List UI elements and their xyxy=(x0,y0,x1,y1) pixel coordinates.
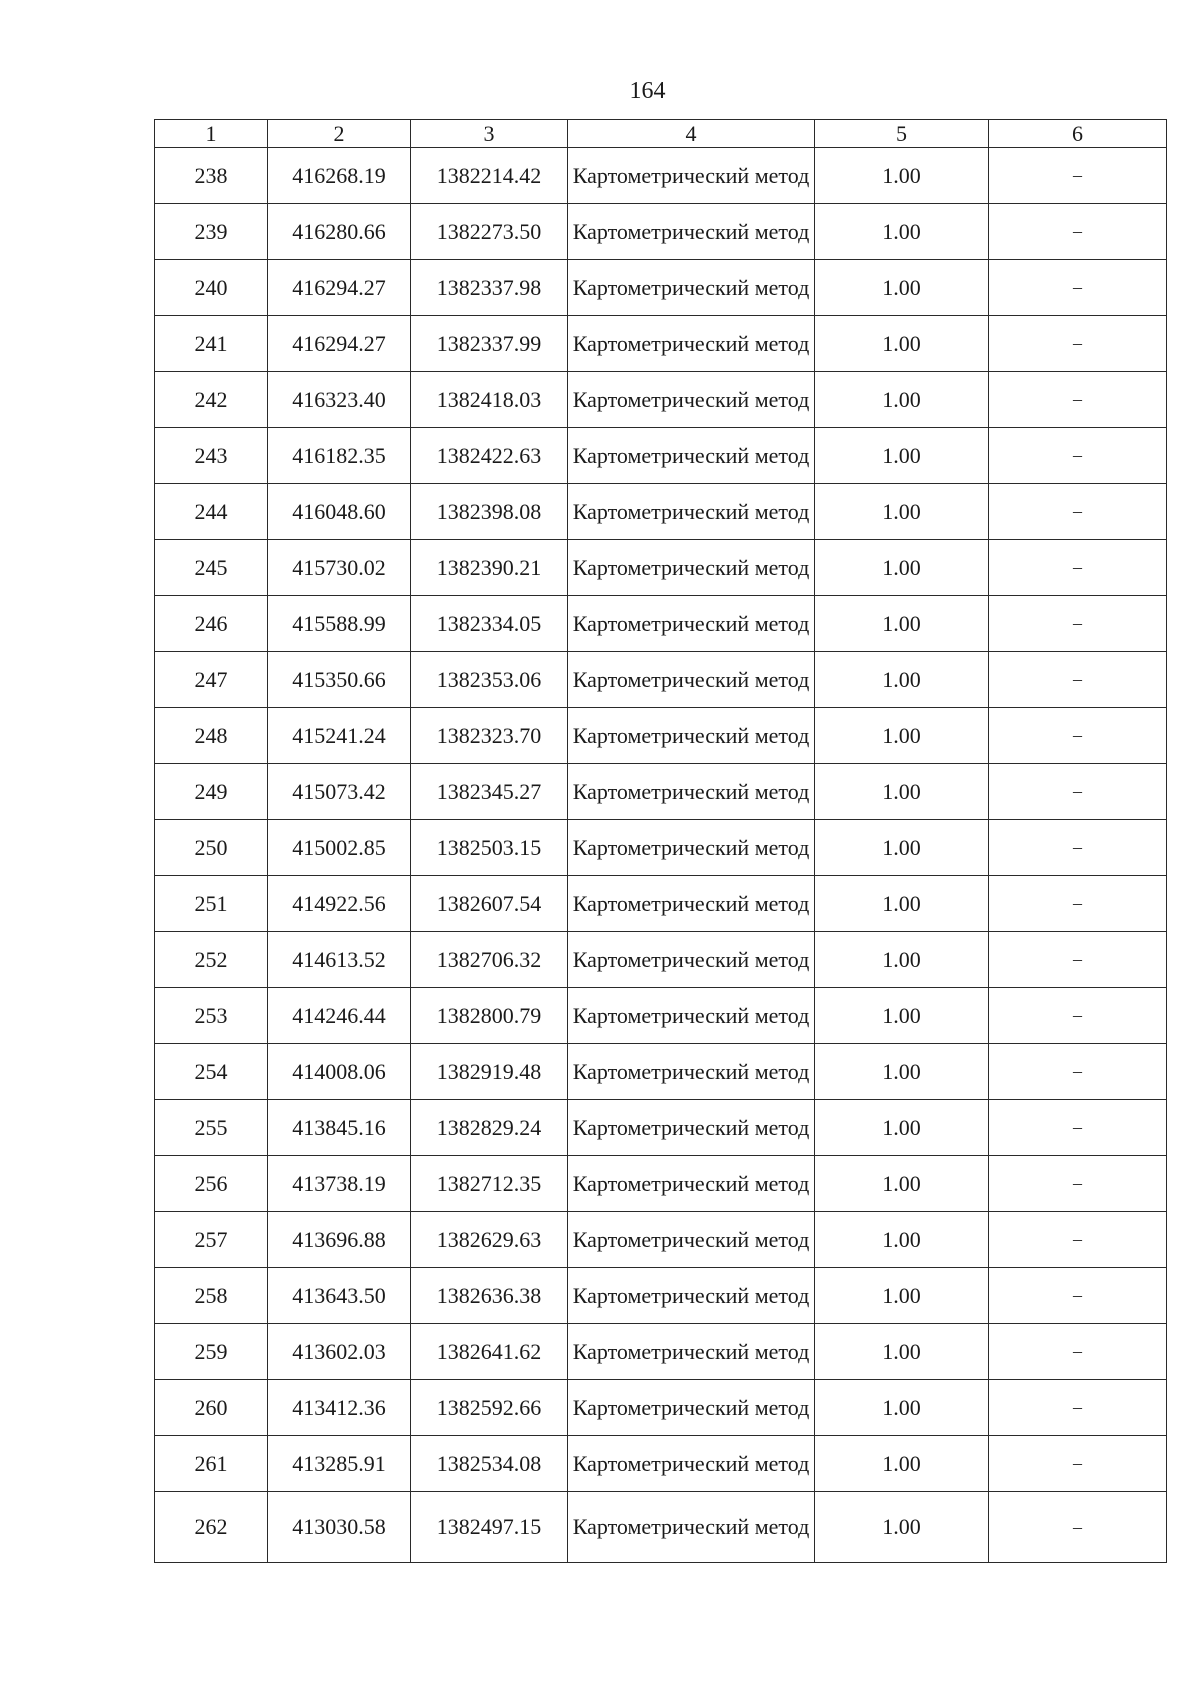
point-number-cell: 240 xyxy=(155,260,268,316)
method-cell: Картометрический метод xyxy=(568,540,815,596)
y-coordinate-cell: 1382497.15 xyxy=(411,1492,568,1563)
note-cell: – xyxy=(989,484,1167,540)
x-coordinate-cell: 413412.36 xyxy=(268,1380,411,1436)
point-number-cell: 242 xyxy=(155,372,268,428)
table-row xyxy=(155,1268,1167,1324)
note-cell: – xyxy=(989,316,1167,372)
table-row xyxy=(155,708,1167,764)
y-coordinate-cell: 1382334.05 xyxy=(411,596,568,652)
y-coordinate-cell: 1382641.62 xyxy=(411,1324,568,1380)
method-cell: Картометрический метод xyxy=(568,1492,815,1563)
table-row xyxy=(155,764,1167,820)
accuracy-cell: 1.00 xyxy=(815,372,989,428)
method-cell: Картометрический метод xyxy=(568,1324,815,1380)
method-cell: Картометрический метод xyxy=(568,820,815,876)
method-cell: Картометрический метод xyxy=(568,652,815,708)
note-cell: – xyxy=(989,1156,1167,1212)
y-coordinate-cell: 1382337.99 xyxy=(411,316,568,372)
point-number-cell: 259 xyxy=(155,1324,268,1380)
point-number-cell: 239 xyxy=(155,204,268,260)
note-cell: – xyxy=(989,1324,1167,1380)
table-row xyxy=(155,148,1167,204)
note-cell: – xyxy=(989,1492,1167,1563)
y-coordinate-cell: 1382390.21 xyxy=(411,540,568,596)
y-coordinate-cell: 1382422.63 xyxy=(411,428,568,484)
y-coordinate-cell: 1382503.15 xyxy=(411,820,568,876)
table-row xyxy=(155,1324,1167,1380)
y-coordinate-cell: 1382353.06 xyxy=(411,652,568,708)
y-coordinate-cell: 1382829.24 xyxy=(411,1100,568,1156)
note-cell: – xyxy=(989,428,1167,484)
table-header-row xyxy=(155,120,1167,148)
x-coordinate-cell: 413845.16 xyxy=(268,1100,411,1156)
table-row xyxy=(155,1212,1167,1268)
method-cell: Картометрический метод xyxy=(568,708,815,764)
point-number-cell: 246 xyxy=(155,596,268,652)
accuracy-cell: 1.00 xyxy=(815,932,989,988)
accuracy-cell: 1.00 xyxy=(815,1492,989,1563)
method-cell: Картометрический метод xyxy=(568,932,815,988)
x-coordinate-cell: 415073.42 xyxy=(268,764,411,820)
table-row xyxy=(155,932,1167,988)
method-cell: Картометрический метод xyxy=(568,764,815,820)
y-coordinate-cell: 1382629.63 xyxy=(411,1212,568,1268)
column-header-3: 3 xyxy=(411,120,568,148)
y-coordinate-cell: 1382919.48 xyxy=(411,1044,568,1100)
point-number-cell: 245 xyxy=(155,540,268,596)
column-header-4: 4 xyxy=(568,120,815,148)
accuracy-cell: 1.00 xyxy=(815,596,989,652)
method-cell: Картометрический метод xyxy=(568,1100,815,1156)
method-cell: Картометрический метод xyxy=(568,260,815,316)
note-cell: – xyxy=(989,260,1167,316)
method-cell: Картометрический метод xyxy=(568,1436,815,1492)
y-coordinate-cell: 1382273.50 xyxy=(411,204,568,260)
note-cell: – xyxy=(989,708,1167,764)
method-cell: Картометрический метод xyxy=(568,1380,815,1436)
table-row xyxy=(155,204,1167,260)
x-coordinate-cell: 414246.44 xyxy=(268,988,411,1044)
accuracy-cell: 1.00 xyxy=(815,204,989,260)
note-cell: – xyxy=(989,540,1167,596)
table-row xyxy=(155,540,1167,596)
point-number-cell: 257 xyxy=(155,1212,268,1268)
note-cell: – xyxy=(989,1044,1167,1100)
x-coordinate-cell: 415730.02 xyxy=(268,540,411,596)
y-coordinate-cell: 1382534.08 xyxy=(411,1436,568,1492)
method-cell: Картометрический метод xyxy=(568,1156,815,1212)
x-coordinate-cell: 416294.27 xyxy=(268,260,411,316)
accuracy-cell: 1.00 xyxy=(815,540,989,596)
point-number-cell: 244 xyxy=(155,484,268,540)
table-row xyxy=(155,260,1167,316)
accuracy-cell: 1.00 xyxy=(815,876,989,932)
point-number-cell: 254 xyxy=(155,1044,268,1100)
accuracy-cell: 1.00 xyxy=(815,988,989,1044)
accuracy-cell: 1.00 xyxy=(815,1100,989,1156)
point-number-cell: 255 xyxy=(155,1100,268,1156)
accuracy-cell: 1.00 xyxy=(815,148,989,204)
accuracy-cell: 1.00 xyxy=(815,316,989,372)
y-coordinate-cell: 1382214.42 xyxy=(411,148,568,204)
x-coordinate-cell: 416280.66 xyxy=(268,204,411,260)
x-coordinate-cell: 414008.06 xyxy=(268,1044,411,1100)
method-cell: Картометрический метод xyxy=(568,372,815,428)
note-cell: – xyxy=(989,1100,1167,1156)
x-coordinate-cell: 415241.24 xyxy=(268,708,411,764)
coordinates-table xyxy=(154,119,1167,1563)
table-row xyxy=(155,484,1167,540)
column-header-6: 6 xyxy=(989,120,1167,148)
point-number-cell: 258 xyxy=(155,1268,268,1324)
point-number-cell: 251 xyxy=(155,876,268,932)
y-coordinate-cell: 1382323.70 xyxy=(411,708,568,764)
y-coordinate-cell: 1382398.08 xyxy=(411,484,568,540)
x-coordinate-cell: 416323.40 xyxy=(268,372,411,428)
x-coordinate-cell: 416182.35 xyxy=(268,428,411,484)
method-cell: Картометрический метод xyxy=(568,876,815,932)
note-cell: – xyxy=(989,1380,1167,1436)
column-header-1: 1 xyxy=(155,120,268,148)
accuracy-cell: 1.00 xyxy=(815,708,989,764)
accuracy-cell: 1.00 xyxy=(815,1044,989,1100)
point-number-cell: 253 xyxy=(155,988,268,1044)
accuracy-cell: 1.00 xyxy=(815,820,989,876)
point-number-cell: 261 xyxy=(155,1436,268,1492)
point-number-cell: 241 xyxy=(155,316,268,372)
table-row xyxy=(155,1492,1167,1563)
table-row xyxy=(155,988,1167,1044)
x-coordinate-cell: 415350.66 xyxy=(268,652,411,708)
table-row xyxy=(155,316,1167,372)
point-number-cell: 252 xyxy=(155,932,268,988)
x-coordinate-cell: 413696.88 xyxy=(268,1212,411,1268)
x-coordinate-cell: 413602.03 xyxy=(268,1324,411,1380)
y-coordinate-cell: 1382337.98 xyxy=(411,260,568,316)
y-coordinate-cell: 1382345.27 xyxy=(411,764,568,820)
table-row xyxy=(155,652,1167,708)
note-cell: – xyxy=(989,932,1167,988)
accuracy-cell: 1.00 xyxy=(815,260,989,316)
note-cell: – xyxy=(989,764,1167,820)
note-cell: – xyxy=(989,596,1167,652)
x-coordinate-cell: 415588.99 xyxy=(268,596,411,652)
note-cell: – xyxy=(989,204,1167,260)
table-row xyxy=(155,876,1167,932)
x-coordinate-cell: 415002.85 xyxy=(268,820,411,876)
accuracy-cell: 1.00 xyxy=(815,1268,989,1324)
point-number-cell: 249 xyxy=(155,764,268,820)
note-cell: – xyxy=(989,876,1167,932)
x-coordinate-cell: 414613.52 xyxy=(268,932,411,988)
y-coordinate-cell: 1382800.79 xyxy=(411,988,568,1044)
table-row xyxy=(155,1436,1167,1492)
method-cell: Картометрический метод xyxy=(568,1268,815,1324)
point-number-cell: 250 xyxy=(155,820,268,876)
method-cell: Картометрический метод xyxy=(568,148,815,204)
y-coordinate-cell: 1382636.38 xyxy=(411,1268,568,1324)
point-number-cell: 243 xyxy=(155,428,268,484)
accuracy-cell: 1.00 xyxy=(815,1436,989,1492)
method-cell: Картометрический метод xyxy=(568,596,815,652)
accuracy-cell: 1.00 xyxy=(815,652,989,708)
x-coordinate-cell: 416294.27 xyxy=(268,316,411,372)
x-coordinate-cell: 414922.56 xyxy=(268,876,411,932)
table-row xyxy=(155,1100,1167,1156)
x-coordinate-cell: 413738.19 xyxy=(268,1156,411,1212)
y-coordinate-cell: 1382592.66 xyxy=(411,1380,568,1436)
accuracy-cell: 1.00 xyxy=(815,1380,989,1436)
method-cell: Картометрический метод xyxy=(568,316,815,372)
note-cell: – xyxy=(989,1268,1167,1324)
table-row xyxy=(155,820,1167,876)
point-number-cell: 256 xyxy=(155,1156,268,1212)
x-coordinate-cell: 413030.58 xyxy=(268,1492,411,1563)
point-number-cell: 260 xyxy=(155,1380,268,1436)
accuracy-cell: 1.00 xyxy=(815,1324,989,1380)
note-cell: – xyxy=(989,1212,1167,1268)
accuracy-cell: 1.00 xyxy=(815,428,989,484)
accuracy-cell: 1.00 xyxy=(815,1156,989,1212)
x-coordinate-cell: 416048.60 xyxy=(268,484,411,540)
table-row xyxy=(155,1044,1167,1100)
method-cell: Картометрический метод xyxy=(568,484,815,540)
point-number-cell: 248 xyxy=(155,708,268,764)
note-cell: – xyxy=(989,820,1167,876)
y-coordinate-cell: 1382418.03 xyxy=(411,372,568,428)
table-row xyxy=(155,428,1167,484)
y-coordinate-cell: 1382607.54 xyxy=(411,876,568,932)
x-coordinate-cell: 413285.91 xyxy=(268,1436,411,1492)
x-coordinate-cell: 413643.50 xyxy=(268,1268,411,1324)
note-cell: – xyxy=(989,1436,1167,1492)
table-row xyxy=(155,1380,1167,1436)
column-header-5: 5 xyxy=(815,120,989,148)
method-cell: Картометрический метод xyxy=(568,204,815,260)
method-cell: Картометрический метод xyxy=(568,988,815,1044)
y-coordinate-cell: 1382712.35 xyxy=(411,1156,568,1212)
point-number-cell: 262 xyxy=(155,1492,268,1563)
point-number-cell: 247 xyxy=(155,652,268,708)
x-coordinate-cell: 416268.19 xyxy=(268,148,411,204)
table-row xyxy=(155,1156,1167,1212)
y-coordinate-cell: 1382706.32 xyxy=(411,932,568,988)
method-cell: Картометрический метод xyxy=(568,428,815,484)
column-header-2: 2 xyxy=(268,120,411,148)
method-cell: Картометрический метод xyxy=(568,1212,815,1268)
note-cell: – xyxy=(989,372,1167,428)
point-number-cell: 238 xyxy=(155,148,268,204)
table-row xyxy=(155,372,1167,428)
accuracy-cell: 1.00 xyxy=(815,764,989,820)
note-cell: – xyxy=(989,148,1167,204)
table-row xyxy=(155,596,1167,652)
page-number: 164 xyxy=(629,78,666,104)
note-cell: – xyxy=(989,652,1167,708)
method-cell: Картометрический метод xyxy=(568,1044,815,1100)
note-cell: – xyxy=(989,988,1167,1044)
accuracy-cell: 1.00 xyxy=(815,1212,989,1268)
accuracy-cell: 1.00 xyxy=(815,484,989,540)
